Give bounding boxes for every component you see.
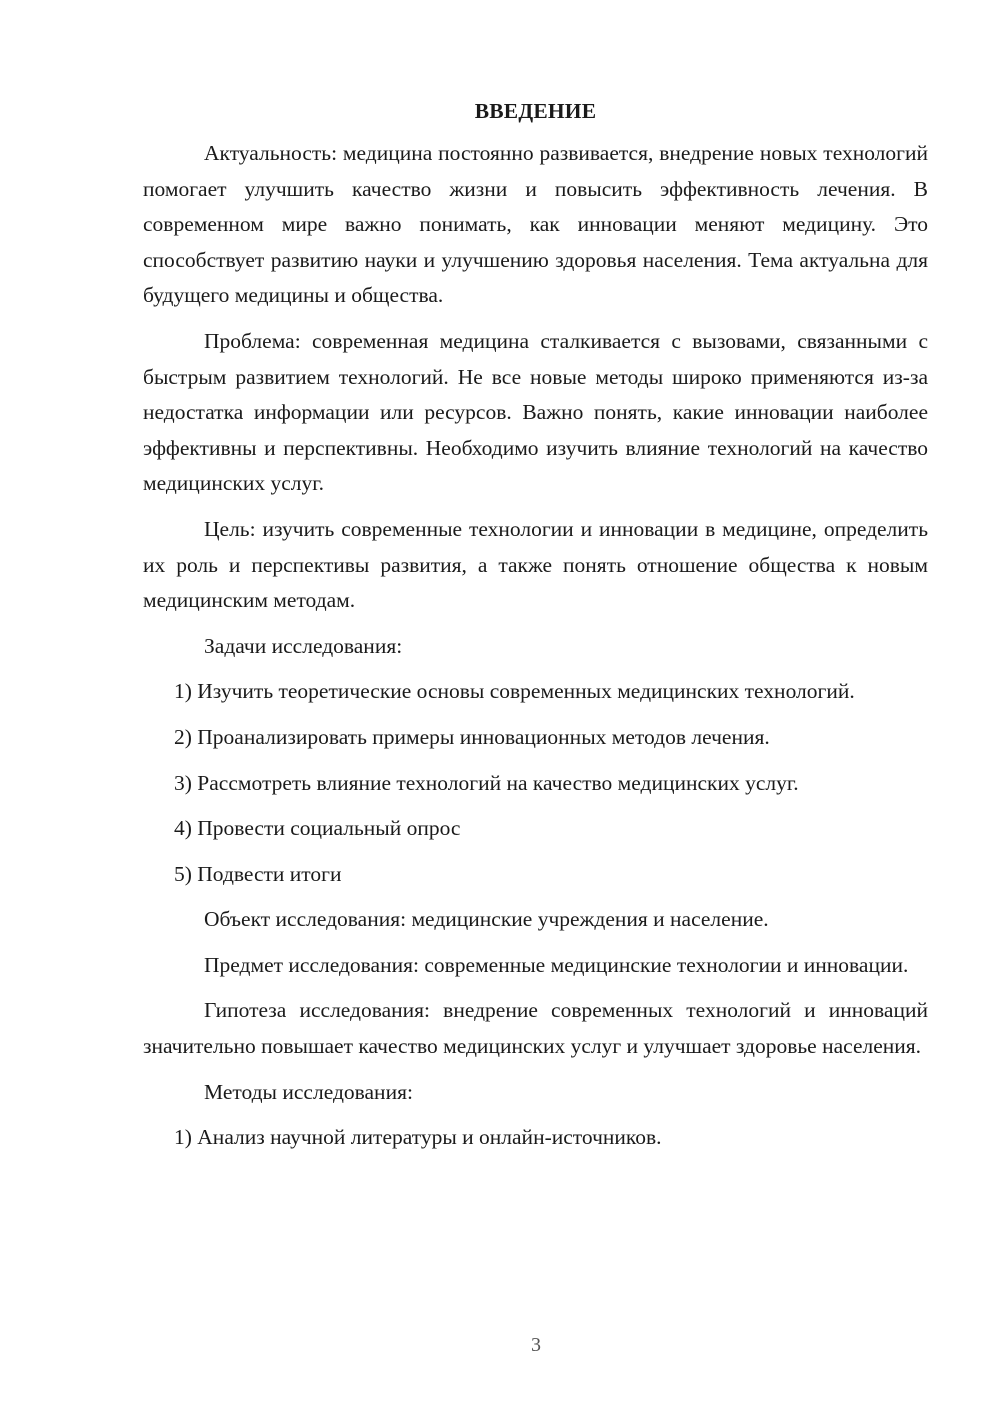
document-body — [143, 96, 928, 1166]
page-number: 3 — [531, 1334, 541, 1356]
task-item-5: 5) Подвести итоги — [174, 861, 342, 886]
paragraph-hypothesis: Гипотеза исследования: внедрение современных технологий и инноваций значительно повышает качество медицинских услуг и улучшает здоровье населения. — [143, 998, 928, 1059]
methods-heading: Методы исследования: — [204, 1079, 413, 1104]
task-item-4: 4) Провести социальный опрос — [174, 816, 461, 841]
paragraph-problem: Проблема: современная медицина сталкивается с вызовами, связанными с быстрым развитием технологий. Не все новые методы широко применяются из-за недостатка информации или ресурсов. Важно понять, какие инновации наиболее эффективны и перспективны. Необходимо изучить влияние технологий на качество медицинских услуг. — [143, 328, 928, 496]
method-item-1: 1) Анализ научной литературы и онлайн-источников. — [174, 1125, 662, 1150]
paragraph-object: Объект исследования: медицинские учреждения и население. — [204, 907, 769, 932]
page-title: ВВЕДЕНИЕ — [474, 99, 597, 123]
paragraph-relevance: Актуальность: медицина постоянно развивается, внедрение новых технологий помогает улучшить качество жизни и повысить эффективность лечения. В современном мире важно понимать, как инновации меняют медицину. Это способствует развитию науки и улучшению здоровья населения. Тема актуальна для будущего медицины и общества. — [143, 141, 928, 308]
task-item-1: 1) Изучить теоретические основы современных медицинских технологий. — [174, 679, 855, 704]
task-item-2: 2) Проанализировать примеры инновационных методов лечения. — [174, 724, 770, 749]
paragraph-goal: Цель: изучить современные технологии и инновации в медицине, определить их роль и перспективы развития, а также понять отношение общества к новым медицинским методам. — [143, 516, 928, 613]
paragraph-subject: Предмет исследования: современные медицинские технологии и инновации. — [204, 952, 909, 977]
task-item-3: 3) Рассмотреть влияние технологий на качество медицинских услуг. — [174, 770, 799, 795]
tasks-heading: Задачи исследования: — [204, 633, 403, 658]
